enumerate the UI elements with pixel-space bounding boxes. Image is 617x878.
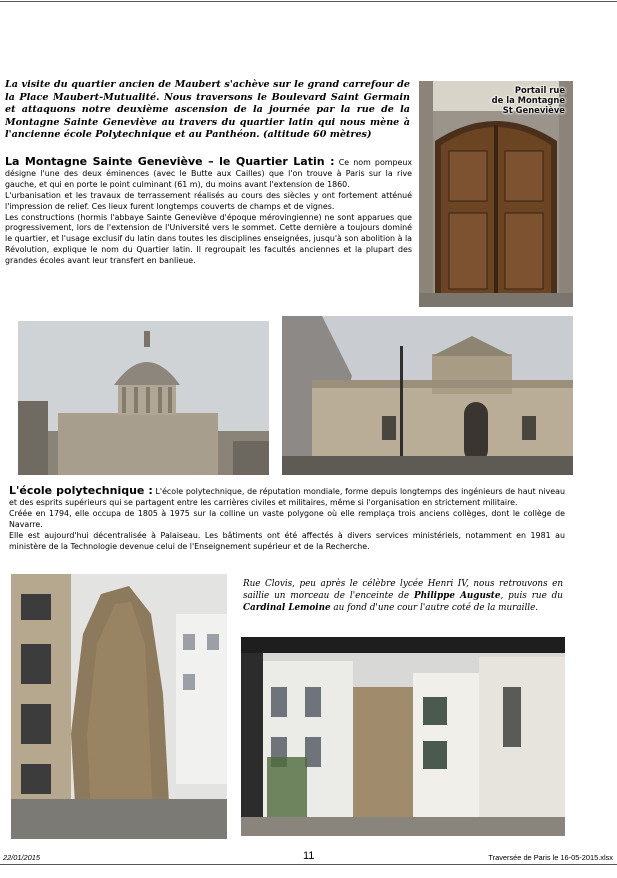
photo-pantheon bbox=[18, 321, 269, 475]
section-polytechnique-p1: L'école polytechnique, de réputation mondiale, forme depuis longtemps des ingénieurs de haut niveau et des esprits supérieurs qui se partagent entre les carrières civiles et militaires, même si l'organisation en strictement militaire. bbox=[9, 487, 565, 507]
photo-portail bbox=[419, 81, 573, 307]
photo-portail-caption: Portail rue de la Montagne St Geneviève bbox=[491, 85, 565, 115]
page-number: 11 bbox=[303, 850, 315, 862]
photo-cour-cardinal-lemoine bbox=[241, 637, 565, 836]
section-montagne-p1: Ce nom pompeux désigne l'une des deux éminences (avec le Butte aux Cailles) que l'on trouve à Paris sur la rive gauche, et qui en porte le point culminant (61 m), du moins avant l'extension de 1860. bbox=[5, 158, 412, 189]
polytechnique-image bbox=[282, 316, 573, 475]
cour-image bbox=[241, 637, 565, 836]
top-rule bbox=[0, 1, 617, 2]
section-polytechnique-heading: L'école polytechnique : bbox=[9, 484, 153, 497]
section-montagne-p3: Les constructions (hormis l'abbaye Sainte Geneviève d'époque mérovingienne) ne sont apparues que progressivement, lors de l'extension de l'Université vers le sommet. Cette dernière a toujours dominé le quartier, et l'usage exclusif du latin dans toutes les disciplines enseignées, jusqu'à son abolition à la Révolution, explique le nom du Quartier latin. Il regroupait les facultés anciennes et la plupart des grandes écoles avant leur transfert en banlieue. bbox=[5, 212, 412, 266]
bottom-rule bbox=[0, 864, 617, 865]
intro-paragraph: La visite du quartier ancien de Maubert s'achève sur le grand carrefour de la Place Maubert-Mutualité. Nous traversons le Boulevard Saint Germain et attaquons notre deuxième ascension de la journée par la rue de la Montagne Sainte Geneviève au travers du quartier latin qui nous mène à l'ancienne école Polytechnique et au Panthéon. (altitude 60 mètres) bbox=[5, 79, 410, 141]
section-polytechnique bbox=[9, 486, 565, 552]
section-montagne-heading: La Montagne Sainte Geneviève – le Quartier Latin : bbox=[5, 155, 335, 168]
section-montagne-p2: L'urbanisation et les travaux de terrassement réalisés au cours des siècles y ont fortement atténué l'impression de relief. Ces lieux furent longtemps couverts de champs et de vignes. bbox=[5, 190, 412, 211]
section-montagne bbox=[5, 157, 412, 267]
clovis-paragraph: Rue Clovis, peu après le célèbre lycée Henri IV, nous retrouvons en saillie un morceau de l'enceinte de Philippe Auguste, puis rue du Cardinal Lemoine au fond d'une cour l'autre coté de la muraille. bbox=[243, 579, 563, 613]
section-polytechnique-p3: Elle est aujourd'hui décentralisée à Palaiseau. Les bâtiments ont été affectés à divers services ministériels, notamment en 1981 au ministère de la Technologie devenue celui de l'Enseignement supérieur et de la Recherche. bbox=[9, 530, 565, 551]
section-polytechnique-p2: Créée en 1794, elle occupa de 1805 à 1975 sur la colline un vaste polygone où elle remplaça trois anciens collèges, dont le collège de Navarre. bbox=[9, 508, 565, 529]
enceinte-image bbox=[11, 574, 227, 839]
footer-filename: Traversée de Paris le 16-05-2015.xlsx bbox=[488, 853, 613, 862]
photo-polytechnique bbox=[282, 316, 573, 475]
photo-enceinte-clovis bbox=[11, 574, 227, 839]
pantheon-image bbox=[18, 321, 269, 475]
footer-date: 22/01/2015 bbox=[3, 853, 40, 862]
